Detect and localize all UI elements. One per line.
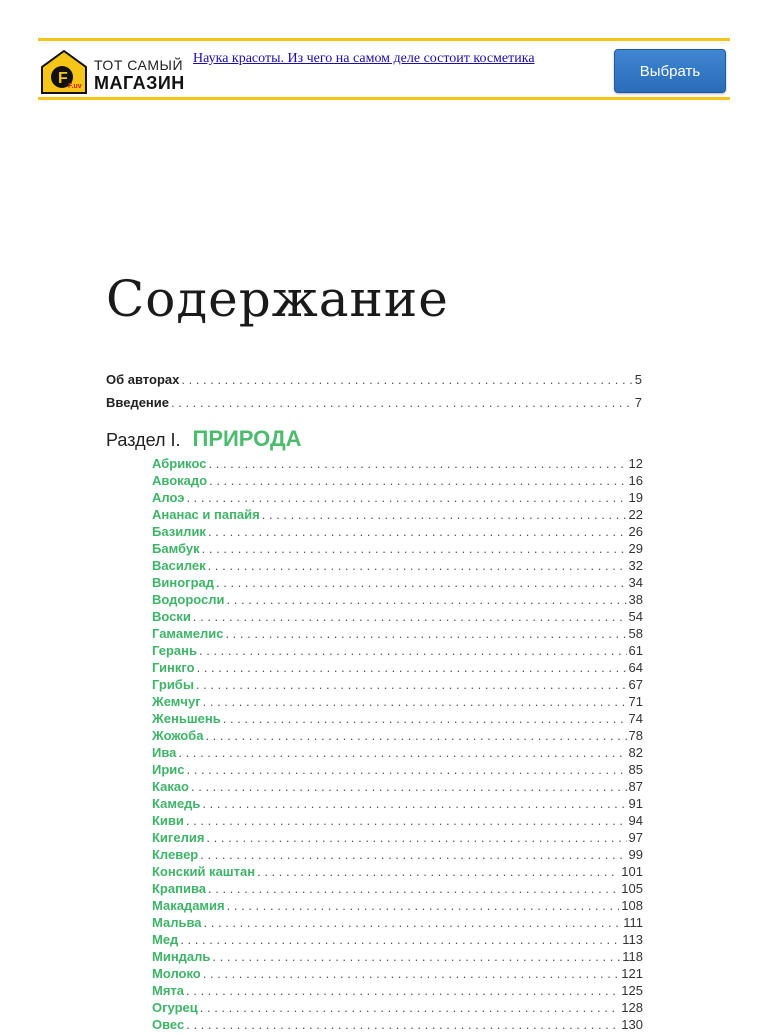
- choose-button[interactable]: Выбрать: [614, 49, 726, 93]
- leader-dots: [202, 541, 627, 556]
- toc-entry: [152, 592, 643, 609]
- leader-dots: [180, 932, 620, 947]
- toc-entry: [152, 949, 643, 966]
- toc-entry: [152, 541, 643, 558]
- front-matter: [106, 372, 642, 418]
- product-link[interactable]: Наука красоты. Из чего на самом деле состоит косметика: [193, 51, 535, 66]
- store-logo[interactable]: [41, 49, 185, 95]
- toc-entry-label: Огурец: [152, 1000, 198, 1015]
- toc-entry-page: 121: [621, 966, 643, 981]
- toc-entry-page: 19: [628, 490, 643, 505]
- leader-dots: [199, 643, 627, 658]
- toc-entry: [152, 745, 643, 762]
- toc-entry-label: Гинкго: [152, 660, 195, 675]
- toc-entry-page: 105: [621, 881, 643, 896]
- toc-entry-page: 26: [628, 524, 643, 539]
- toc-entry-label: Абрикос: [152, 456, 207, 471]
- leader-dots: [193, 609, 627, 624]
- toc-entry: [152, 626, 643, 643]
- leader-dots: [191, 779, 627, 794]
- leader-dots: [206, 830, 626, 845]
- logo-badge: F.uv: [68, 83, 82, 90]
- leader-dots: [204, 915, 622, 930]
- toc-entry: [152, 1017, 643, 1034]
- store-logo-icon: [41, 50, 87, 94]
- leader-dots: [181, 372, 632, 387]
- toc-entry-page: 108: [621, 898, 643, 913]
- toc-entry-page: 78: [628, 728, 643, 743]
- leader-dots: [209, 456, 627, 471]
- toc-entry-page: 82: [628, 745, 643, 760]
- toc-page: 7: [634, 395, 642, 410]
- toc-entry: [152, 779, 643, 796]
- toc-entry-page: 32: [628, 558, 643, 573]
- toc-entry: [152, 524, 643, 541]
- toc-entry: [152, 813, 643, 830]
- leader-dots: [186, 490, 626, 505]
- toc-entry-page: 85: [628, 762, 643, 777]
- toc-entry: [152, 762, 643, 779]
- logo-text-bottom: МАГАЗИН: [94, 73, 185, 93]
- toc-entry-label: Макадамия: [152, 898, 225, 913]
- toc-entry-label: Женьшень: [152, 711, 221, 726]
- toc-entry: [152, 847, 643, 864]
- toc-entry-label: Жемчуг: [152, 694, 201, 709]
- toc-entry-label: Алоэ: [152, 490, 185, 505]
- toc-entry: [152, 1000, 643, 1017]
- leader-dots: [225, 626, 626, 641]
- leader-dots: [196, 677, 627, 692]
- toc-entry-page: 29: [628, 541, 643, 556]
- leader-dots: [202, 796, 626, 811]
- toc-entry: [152, 728, 643, 745]
- toc-entry-page: 128: [621, 1000, 643, 1015]
- toc-entry: [152, 983, 643, 1000]
- leader-dots: [186, 1017, 619, 1032]
- toc-label: Введение: [106, 395, 169, 410]
- toc-entry: [152, 677, 643, 694]
- toc-entry-page: 54: [628, 609, 643, 624]
- toc-entry-label: Бамбук: [152, 541, 200, 556]
- toc-entry-page: 113: [622, 932, 643, 947]
- toc-row-authors: [106, 372, 642, 395]
- toc-entry-page: 67: [628, 677, 643, 692]
- toc-entry: [152, 643, 643, 660]
- toc-entry-page: 111: [623, 915, 643, 930]
- toc-entry-page: 118: [622, 949, 643, 964]
- leader-dots: [208, 524, 627, 539]
- toc-entry-page: 130: [621, 1017, 643, 1032]
- toc-entry-label: Авокадо: [152, 473, 208, 488]
- leader-dots: [205, 728, 626, 743]
- leader-dots: [257, 864, 619, 879]
- leader-dots: [227, 592, 627, 607]
- toc-entry-label: Камедь: [152, 796, 201, 811]
- toc-entry-label: Базилик: [152, 524, 206, 539]
- toc-entry-page: 125: [621, 983, 643, 998]
- toc-entry: [152, 660, 643, 677]
- leader-dots: [212, 949, 620, 964]
- leader-dots: [197, 660, 627, 675]
- toc-entry-page: 91: [628, 796, 643, 811]
- toc-entry-label: Мята: [152, 983, 185, 998]
- toc-entry-label: Киви: [152, 813, 184, 828]
- toc-entry: [152, 507, 643, 524]
- toc-entry-label: Гамамелис: [152, 626, 224, 641]
- logo-text-top: ТОТ САМЫЙ: [94, 57, 184, 73]
- leader-dots: [187, 762, 627, 777]
- section-name: ПРИРОДА: [192, 426, 302, 451]
- leader-dots: [200, 847, 626, 862]
- toc-entry-label: Ананас и папайя: [152, 507, 260, 522]
- leader-dots: [200, 1000, 620, 1015]
- leader-dots: [171, 395, 633, 410]
- toc-entry-page: 97: [628, 830, 643, 845]
- section-prefix: Раздел I.: [106, 430, 181, 450]
- toc-entry-page: 74: [628, 711, 643, 726]
- toc-entry: [152, 915, 643, 932]
- toc-entry-page: 16: [628, 473, 643, 488]
- toc-entry: [152, 558, 643, 575]
- toc-entry-page: 99: [628, 847, 643, 862]
- leader-dots: [178, 745, 626, 760]
- toc-entry-label: Клевер: [152, 847, 199, 862]
- leader-dots: [186, 813, 627, 828]
- toc-label: Об авторах: [106, 372, 180, 387]
- toc-entry-page: 87: [628, 779, 643, 794]
- toc-entry: [152, 796, 643, 813]
- toc-entry: [152, 694, 643, 711]
- toc-entry-label: Кигелия: [152, 830, 205, 845]
- svg-text:F: F: [58, 70, 68, 87]
- page-title: Содержание: [106, 270, 449, 328]
- leader-dots: [208, 558, 627, 573]
- toc-entry-page: 61: [628, 643, 643, 658]
- toc-entry-label: Виноград: [152, 575, 215, 590]
- toc-entry-label: Ирис: [152, 762, 185, 777]
- toc-entry: [152, 473, 643, 490]
- toc-entry-page: 38: [628, 592, 643, 607]
- toc-entry-label: Василек: [152, 558, 206, 573]
- toc-entry-page: 71: [628, 694, 643, 709]
- toc-entry: [152, 575, 643, 592]
- leader-dots: [203, 694, 627, 709]
- toc-entry-label: Овес: [152, 1017, 185, 1032]
- toc-entry-page: 12: [628, 456, 643, 471]
- toc-page: 5: [634, 372, 642, 387]
- leader-dots: [216, 575, 627, 590]
- toc-entry: [152, 932, 643, 949]
- toc-entry: [152, 456, 643, 473]
- toc-entry-label: Миндаль: [152, 949, 211, 964]
- toc-row-intro: [106, 395, 642, 418]
- toc-entries: [152, 456, 643, 1034]
- leader-dots: [186, 983, 619, 998]
- toc-entry: [152, 830, 643, 847]
- toc-entry-label: Крапива: [152, 881, 206, 896]
- toc-entry-label: Воски: [152, 609, 191, 624]
- toc-entry-page: 58: [628, 626, 643, 641]
- toc-entry-label: Грибы: [152, 677, 194, 692]
- leader-dots: [208, 881, 619, 896]
- toc-entry-label: Герань: [152, 643, 197, 658]
- toc-entry-label: Конский каштан: [152, 864, 256, 879]
- toc-entry: [152, 864, 643, 881]
- toc-entry-page: 34: [628, 575, 643, 590]
- toc-entry: [152, 966, 643, 983]
- leader-dots: [227, 898, 620, 913]
- toc-entry-label: Жожоба: [152, 728, 204, 743]
- toc-entry-page: 22: [628, 507, 643, 522]
- section-heading: [106, 426, 302, 452]
- toc-entry-label: Мальва: [152, 915, 202, 930]
- toc-entry: [152, 711, 643, 728]
- toc-entry: [152, 898, 643, 915]
- toc-entry-label: Водоросли: [152, 592, 225, 607]
- toc-entry-label: Молоко: [152, 966, 201, 981]
- leader-dots: [262, 507, 627, 522]
- toc-entry-page: 94: [628, 813, 643, 828]
- toc-entry-label: Ива: [152, 745, 177, 760]
- leader-dots: [223, 711, 627, 726]
- top-banner: [38, 38, 730, 100]
- toc-entry: [152, 881, 643, 898]
- toc-entry: [152, 490, 643, 507]
- toc-entry: [152, 609, 643, 626]
- toc-entry-label: Мед: [152, 932, 179, 947]
- toc-entry-page: 64: [628, 660, 643, 675]
- toc-entry-label: Какао: [152, 779, 190, 794]
- leader-dots: [203, 966, 620, 981]
- leader-dots: [209, 473, 626, 488]
- toc-entry-page: 101: [621, 864, 643, 879]
